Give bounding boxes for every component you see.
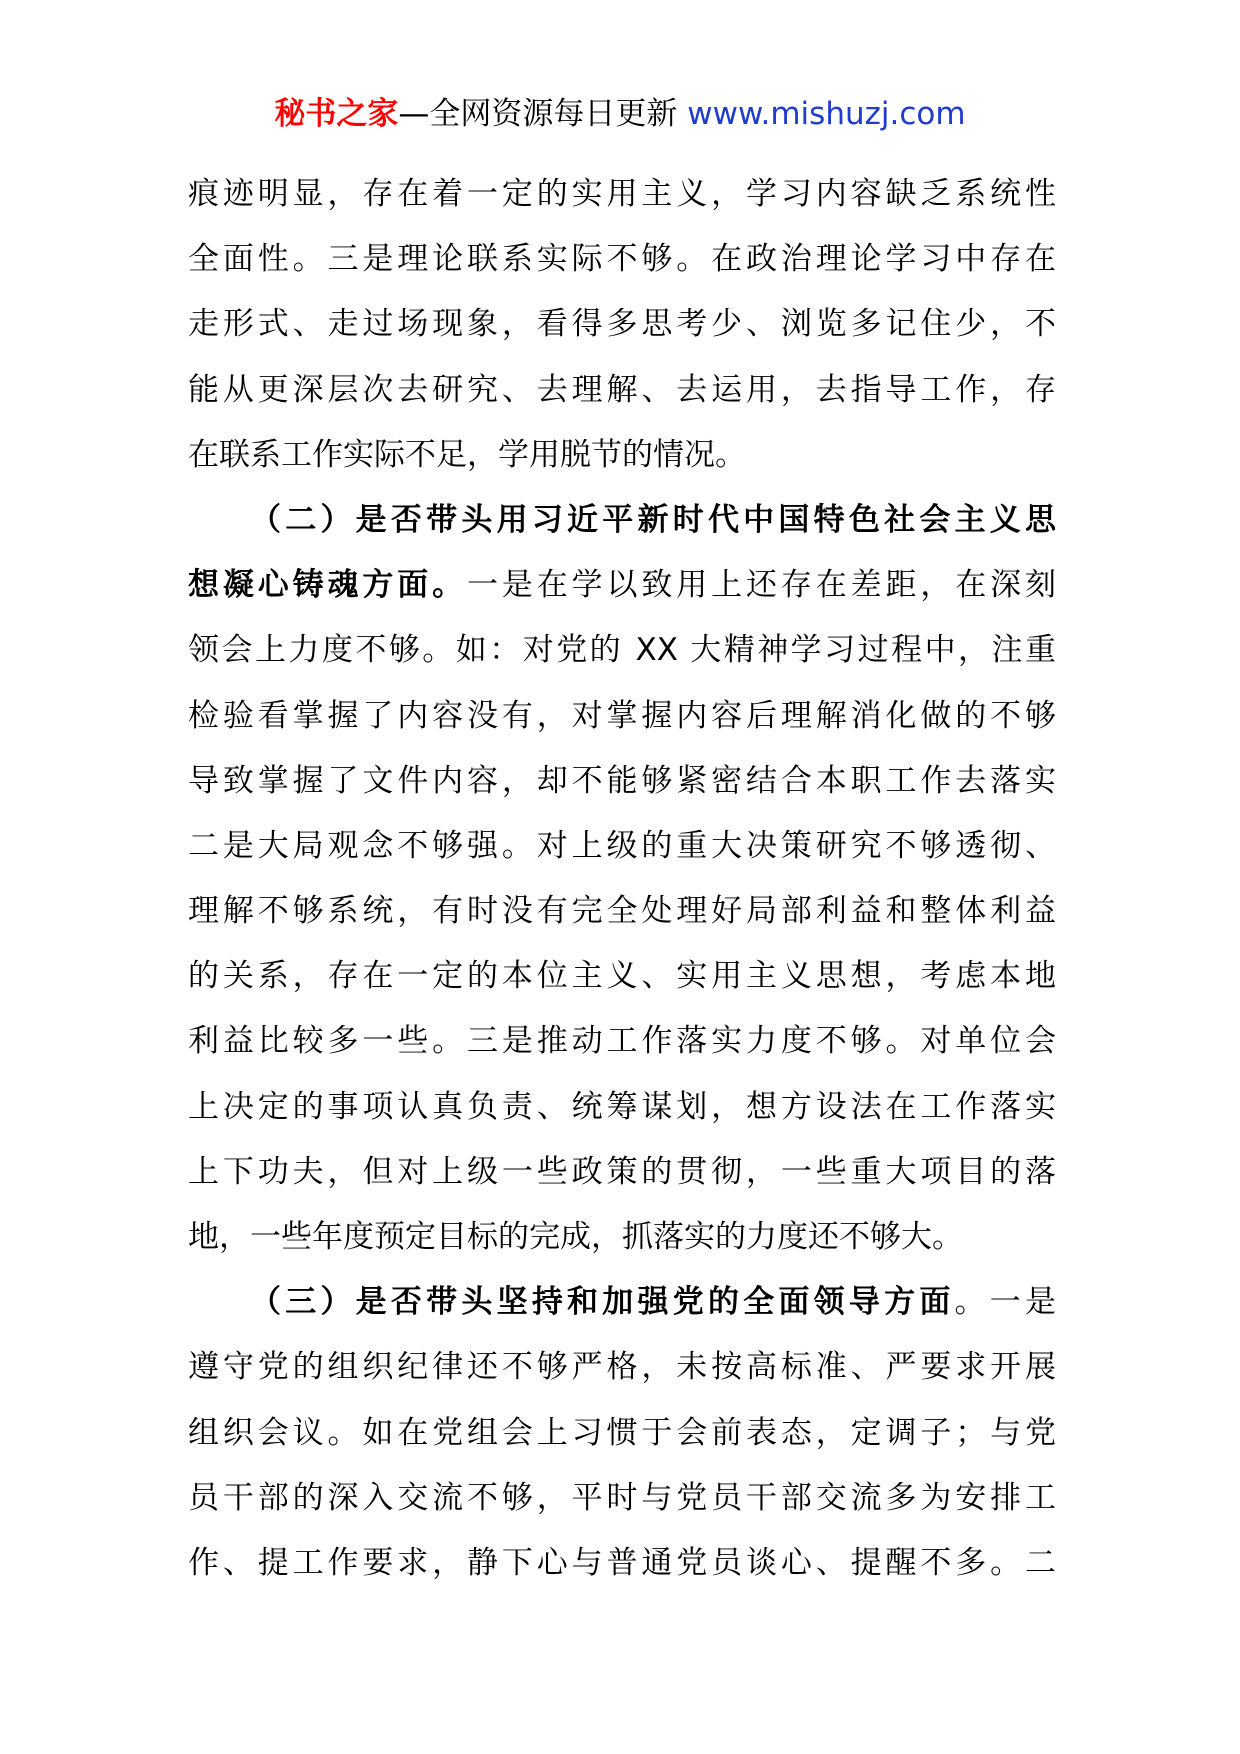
site-tagline: —全网资源每日更新 — [398, 96, 688, 132]
body-line: 作、提工作要求，静下心与普通党员谈心、提醒不多。二 — [188, 1544, 1056, 1581]
body-line: 员干部的深入交流不够，平时与党员干部交流多为安排工 — [188, 1479, 1056, 1516]
section-title: 想凝心铸魂方面。 — [188, 567, 467, 604]
body-line: 的关系，存在一定的本位主义、实用主义思想，考虑本地 — [188, 958, 1056, 995]
body-line: 检验看掌握了内容没有，对掌握内容后理解消化做的不够 — [188, 697, 1056, 734]
site-header — [0, 92, 1240, 136]
body-line: 在联系工作实际不足，学用脱节的情况。 — [188, 436, 746, 473]
site-url-link[interactable]: www.mishuzj.com — [687, 96, 966, 132]
body-line: 导致掌握了文件内容，却不能够紧密结合本职工作去落实 — [188, 762, 1056, 799]
section-heading-3: （三）是否带头坚持和加强党的全面领导方面。一是 — [250, 1284, 1056, 1321]
body-line: 想凝心铸魂方面。一是在学以致用上还存在差距，在深刻 — [188, 567, 1056, 604]
body-line: 全面性。三是理论联系实际不够。在政治理论学习中存在 — [188, 241, 1056, 278]
section-title: （二）是否带头用习近平新时代中国特色社会主义思 — [250, 501, 1056, 538]
body-line: 上决定的事项认真负责、统筹谋划，想方设法在工作落实 — [188, 1088, 1056, 1125]
document-body — [188, 162, 1056, 1596]
section-title: （三）是否带头坚持和加强党的全面领导方面 — [250, 1284, 955, 1321]
section-heading-2 — [188, 488, 1056, 553]
body-line: 上下功夫，但对上级一些政策的贯彻，一些重大项目的落 — [188, 1153, 1056, 1190]
body-line: 利益比较多一些。三是推动工作落实力度不够。对单位会 — [188, 1023, 1056, 1060]
body-line: 二是大局观念不够强。对上级的重大决策研究不够透彻、 — [188, 827, 1056, 864]
body-line: 痕迹明显，存在着一定的实用主义，学习内容缺乏系统性 — [188, 176, 1056, 212]
body-line: 地，一些年度预定目标的完成，抓落实的力度还不够大。 — [188, 1219, 963, 1255]
body-line: 能从更深层次去研究、去理解、去运用，去指导工作，存 — [188, 371, 1056, 408]
body-line: 理解不够系统，有时没有完全处理好局部利益和整体利益 — [188, 893, 1056, 930]
body-line: 领会上力度不够。如：对党的 XX 大精神学习过程中，注重 — [188, 632, 1056, 669]
body-line: 走形式、走过场现象，看得多思考少、浏览多记住少，不 — [188, 306, 1056, 343]
body-line: 组织会议。如在党组会上习惯于会前表态，定调子；与党 — [188, 1414, 1056, 1451]
body-line: 遵守党的组织纪律还不够严格，未按高标准、严要求开展 — [188, 1349, 1056, 1386]
brand-name: 秘书之家 — [274, 96, 399, 132]
